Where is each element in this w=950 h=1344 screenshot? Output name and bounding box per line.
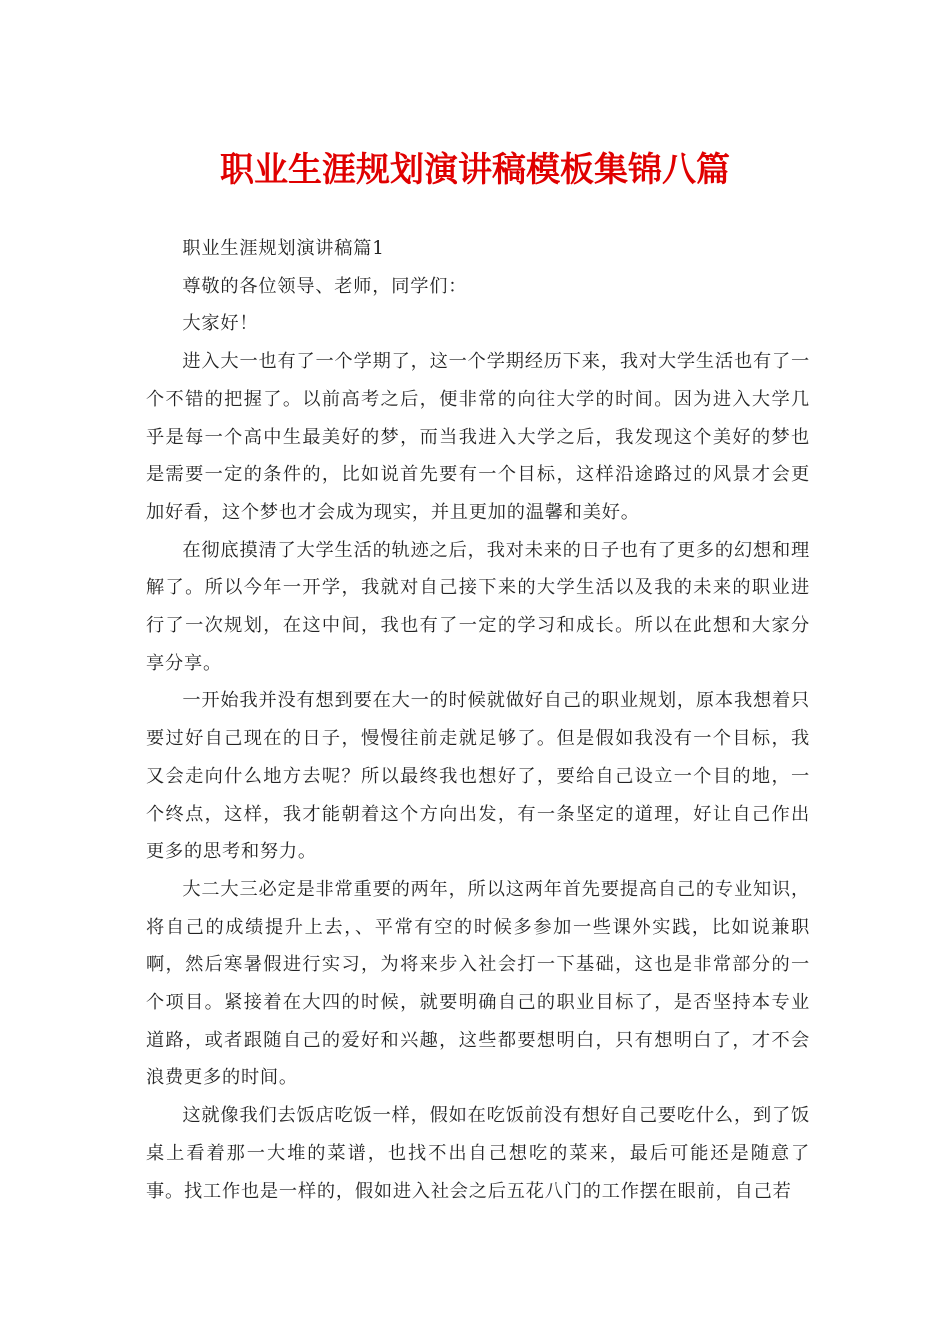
greeting: 大家好！ bbox=[182, 313, 259, 335]
document-title: 职业生涯规划演讲稿模板集锦八篇 bbox=[220, 150, 730, 190]
paragraph: 大二大三必定是非常重要的两年，所以这两年首先要提高自己的专业知识，将自己的成绩提升上去，、平常有空的时候多参加一些课外实践，比如说兼职啊，然后寒暑假进行实习，为将来步入社会打一下基础，这也是非常部分的一个项目。紧接着在大四的时候，就要明确自己的职业目标了，是否坚持本专业道路，或者跟随自己的爱好和兴趣，这些都要想明白，只有想明白了，才不会浪费更多的时间。 bbox=[146, 878, 810, 1089]
section-heading: 职业生涯规划演讲稿篇1 bbox=[182, 238, 385, 259]
paragraph: 进入大一也有了一个学期了，这一个学期经历下来，我对大学生活也有了一个不错的把握了。以前高考之后，便非常的向往大学的时间。因为进入大学几乎是每一个高中生最美好的梦，而当我进入大学之后，我发现这个美好的梦也是需要一定的条件的，比如说首先要有一个目标，这样沿途路过的风景才会更加好看，这个梦也才会成为现实，并且更加的温馨和美好。 bbox=[146, 351, 810, 523]
paragraph: 在彻底摸清了大学生活的轨迹之后，我对未来的日子也有了更多的幻想和理解了。所以今年一开学，我就对自己接下来的大学生活以及我的未来的职业进行了一次规划，在这中间，我也有了一定的学习和成长。所以在此想和大家分享分享。 bbox=[146, 539, 810, 674]
salutation: 尊敬的各位领导、老师，同学们： bbox=[182, 275, 468, 297]
paragraph: 一开始我并没有想到要在大一的时候就做好自己的职业规划，原本我想着只要过好自己现在的日子，慢慢往前走就足够了。但是假如我没有一个目标，我又会走向什么地方去呢？所以最终我也想好了，要给自己设立一个目的地，一个终点，这样，我才能朝着这个方向出发，有一条坚定的道理，好让自己作出更多的思考和努力。 bbox=[146, 690, 810, 863]
document-body bbox=[146, 230, 810, 1210]
paragraph: 这就像我们去饭店吃饭一样，假如在吃饭前没有想好自己要吃什么，到了饭桌上看着那一大堆的菜谱，也找不出自己想吃的菜来，最后可能还是随意了事。找工作也是一样的，假如进入社会之后五花八门的工作摆在眼前，自己若 bbox=[146, 1105, 810, 1202]
